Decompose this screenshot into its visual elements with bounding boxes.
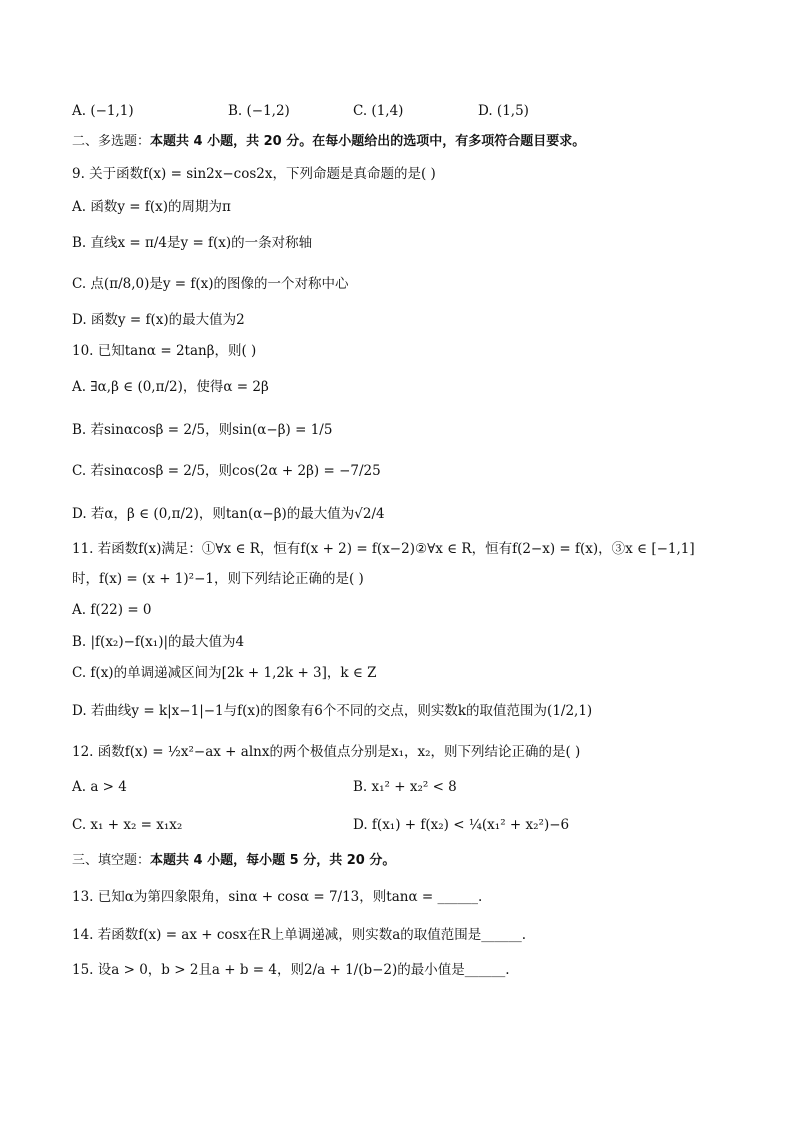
section-3-prefix: 三、填空题：	[72, 853, 151, 868]
q12-option-d: D. f(x₁) + f(x₂) < ¼(x₁² + x₂²)−6	[353, 817, 570, 833]
q12-option-c: C. x₁ + x₂ = x₁x₂	[72, 817, 183, 833]
q10-stem: 10. 已知tanα = 2tanβ，则( )	[72, 343, 257, 359]
q9-option-c: C. 点(π/8,0)是y = f(x)的图像的一个对称中心	[72, 276, 349, 292]
q9-option-a: A. 函数y = f(x)的周期为π	[72, 199, 231, 215]
q8-option-d: D. (1,5)	[478, 103, 529, 119]
q10-option-d: D. 若α，β ∈ (0,π/2)，则tan(α−β)的最大值为√2/4	[72, 506, 385, 522]
q11-option-d: D. 若曲线y = k|x−1|−1与f(x)的图象有6个不同的交点，则实数k的取值范围为(1/2,1)	[72, 703, 593, 719]
q9-option-d: D. 函数y = f(x)的最大值为2	[72, 312, 245, 328]
q9-option-b: B. 直线x = π/4是y = f(x)的一条对称轴	[72, 235, 313, 251]
q8-option-c: C. (1,4)	[353, 103, 404, 119]
q15-text: 15. 设a > 0，b > 2且a + b = 4，则2/a + 1/(b−2)的最小值是______.	[72, 962, 510, 978]
q11-stem-line-2: 时，f(x) = (x + 1)²−1，则下列结论正确的是( )	[72, 571, 364, 587]
q12-option-a: A. a > 4	[72, 779, 127, 795]
q11-option-a: A. f(22) = 0	[72, 602, 152, 618]
q11-option-c: C. f(x)的单调递减区间为[2k + 1,2k + 3]，k ∈ Z	[72, 665, 377, 681]
q12-option-b: B. x₁² + x₂² < 8	[353, 779, 457, 795]
q11-option-b: B. |f(x₂)−f(x₁)|的最大值为4	[72, 634, 245, 650]
section-2-text: 本题共 4 小题，共 20 分。在每小题给出的选项中，有多项符合题目要求。	[150, 134, 586, 149]
q9-stem: 9. 关于函数f(x) = sin2x−cos2x，下列命题是真命题的是( )	[72, 166, 436, 182]
section-3-header	[72, 851, 395, 871]
q8-option-b: B. (−1,2)	[228, 103, 290, 119]
q13-text: 13. 已知α为第四象限角，sinα + cosα = 7/13，则tanα = ______.	[72, 889, 483, 905]
section-2-header	[72, 132, 585, 152]
q12-stem: 12. 函数f(x) = ½x²−ax + alnx的两个极值点分别是x₁，x₂，则下列结论正确的是( )	[72, 744, 581, 760]
q10-option-c: C. 若sinαcosβ = 2/5，则cos(2α + 2β) = −7/25	[72, 463, 381, 479]
q11-stem-line-1: 11. 若函数f(x)满足：①∀x ∈ R，恒有f(x + 2) = f(x−2)②∀x ∈ R，恒有f(2−x) = f(x)，③x ∈ [−1,1]	[72, 541, 695, 557]
q10-option-a: A. ∃α,β ∈ (0,π/2)，使得α = 2β	[72, 379, 269, 395]
q14-text: 14. 若函数f(x) = ax + cosx在R上单调递减，则实数a的取值范围是______.	[72, 927, 527, 943]
q8-option-a: A. (−1,1)	[72, 103, 134, 119]
q10-option-b: B. 若sinαcosβ = 2/5，则sin(α−β) = 1/5	[72, 422, 333, 438]
section-2-prefix: 二、多选题：	[72, 134, 151, 149]
section-3-text: 本题共 4 小题，每小题 5 分，共 20 分。	[150, 853, 396, 868]
